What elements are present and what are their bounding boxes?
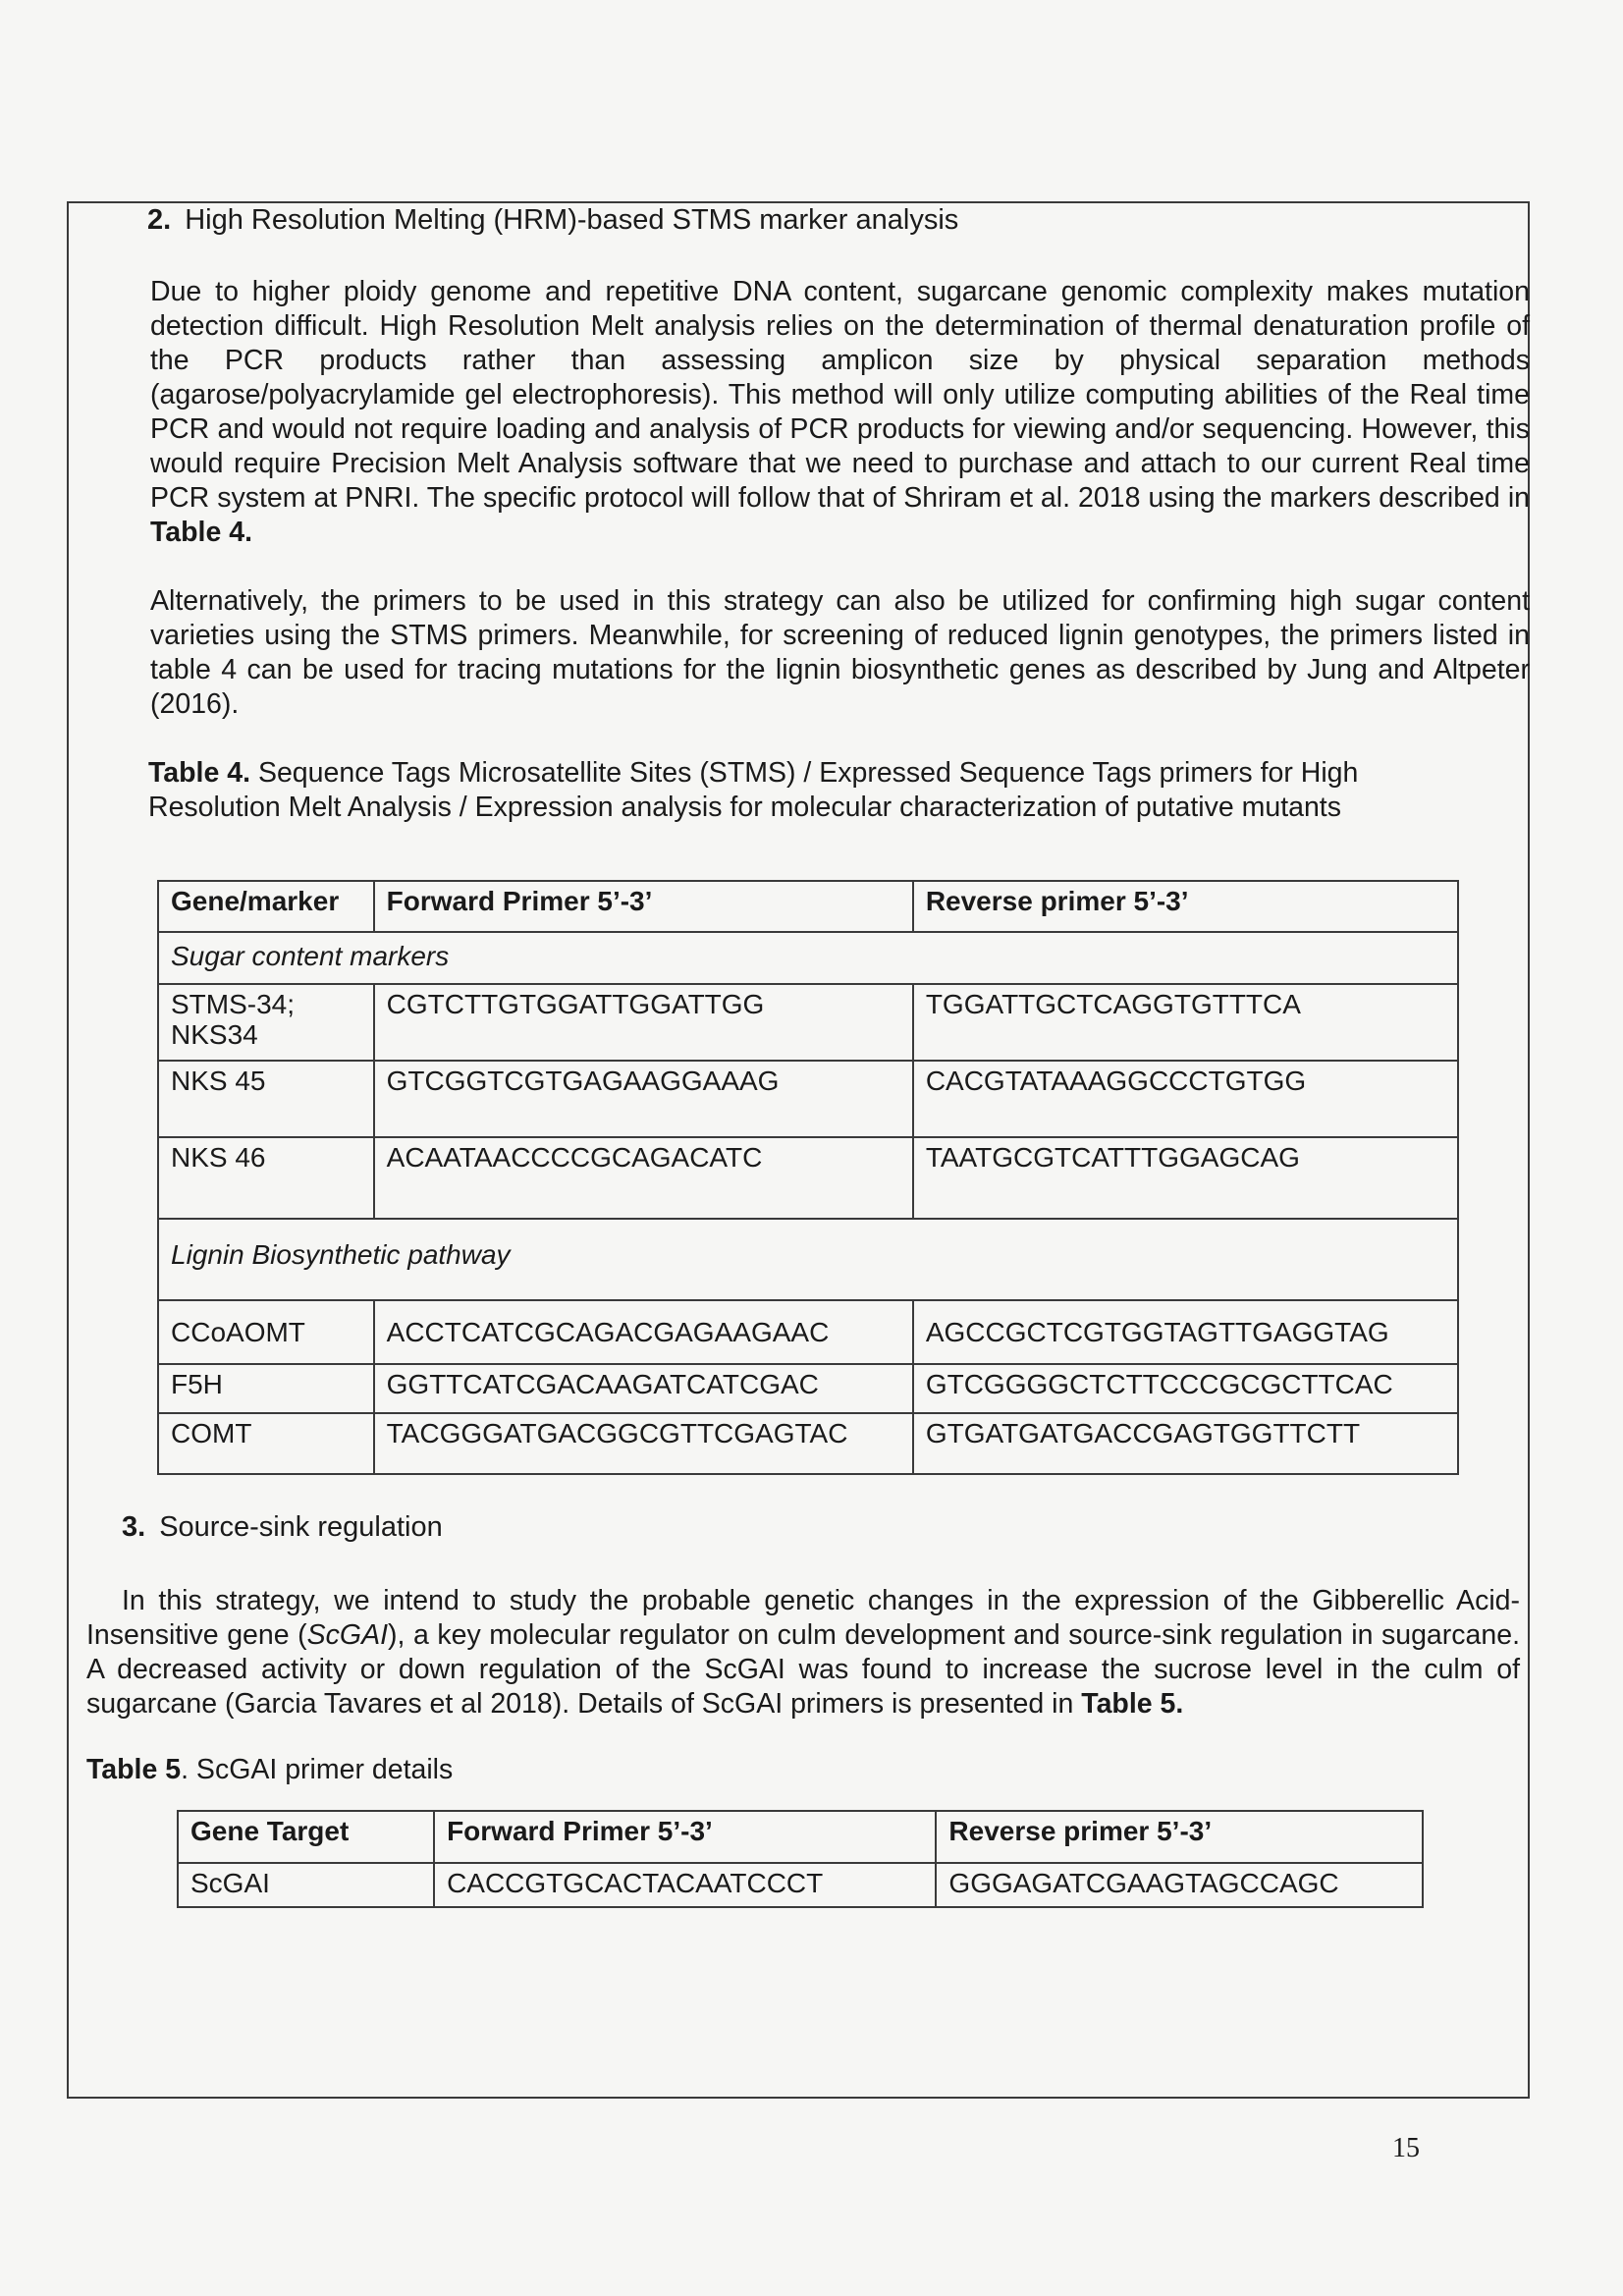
- table-4-caption-label: Table 4.: [148, 757, 251, 789]
- forward-primer-cell: CACCGTGCACTACAATCCCT: [434, 1863, 936, 1907]
- reverse-primer-cell: CACGTATAAAGGCCCTGTGG: [913, 1061, 1458, 1137]
- section-3-title: Source-sink regulation: [159, 1511, 443, 1543]
- table-5-caption-label: Table 5: [86, 1754, 182, 1785]
- gene-marker-cell: COMT: [158, 1413, 374, 1474]
- section-lignin-pathway: Lignin Biosynthetic pathway: [158, 1219, 1458, 1300]
- header-gene-marker: Gene/marker: [158, 881, 374, 932]
- table-4-section-row: [158, 1219, 1458, 1300]
- section-3-text-start: In this strategy, we intend to study the probable genetic changes in the expression of the Gibberellic Acid-Insensitive gene (: [86, 1585, 1520, 1651]
- header-reverse-primer: Reverse primer 5’-3’: [936, 1811, 1423, 1863]
- section-3-paragraph: [86, 1584, 1520, 1722]
- table-row: [158, 1137, 1458, 1219]
- table-row: [158, 984, 1458, 1061]
- table-4-caption-text: Sequence Tags Microsatellite Sites (STMS) / Expressed Sequence Tags primers for High Resolution Melt Analysis / Expression analysis for molecular characterization of putative mutants: [148, 757, 1359, 823]
- reverse-primer-cell: GGGAGATCGAAGTAGCCAGC: [936, 1863, 1423, 1907]
- forward-primer-cell: ACAATAACCCCGCAGACATC: [374, 1137, 913, 1219]
- table-5-header-row: [178, 1811, 1423, 1863]
- section-2-paragraph-2: Alternatively, the primers to be used in this strategy can also be utilized for confirming high sugar content varieties using the STMS primers. Meanwhile, for screening of reduced lignin genotypes, the primers listed in table 4 can be used for tracing mutations for the lignin biosynthetic genes as described by Jung and Altpeter (2016).: [150, 585, 1530, 720]
- table-4-reference: Table 4.: [150, 517, 253, 548]
- table-row: [158, 1413, 1458, 1474]
- section-2-title: High Resolution Melting (HRM)-based STMS marker analysis: [185, 204, 959, 236]
- reverse-primer-cell: GTGATGATGACCGAGTGGTTCTT: [913, 1413, 1458, 1474]
- reverse-primer-cell: GTCGGGGCTCTTCCCGCGCTTCAC: [913, 1364, 1458, 1413]
- section-3-text-end: ), a key molecular regulator on culm development and source-sink regulation in sugarcane. A decreased activity or down regulation of the ScGAI was found to increase the sucrose level in the culm of sugarcane (Garcia Tavares et al 2018). Details of ScGAI primers is presented in: [86, 1619, 1520, 1720]
- paragraph-1-text: Due to higher ploidy genome and repetitive DNA content, sugarcane genomic complexity makes mutation detection difficult. High Resolution Melt analysis relies on the determination of thermal denaturation profile of the PCR products rather than assessing amplicon size by physical separation methods (agarose/polyacrylamide gel electrophoresis). This method will only utilize computing abilities of the Real time PCR and would not require loading and analysis of PCR products for viewing and/or sequencing. However, this would require Precision Melt Analysis software that we need to purchase and attach to our current Real time PCR system at PNRI. The specific protocol will follow that of Shriram et al. 2018 using the markers described in: [150, 276, 1530, 514]
- section-2-heading: [147, 204, 958, 237]
- gene-marker-cell: F5H: [158, 1364, 374, 1413]
- table-4-header-row: [158, 881, 1458, 932]
- header-forward-primer: Forward Primer 5’-3’: [374, 881, 913, 932]
- gene-target-cell: ScGAI: [178, 1863, 434, 1907]
- header-forward-primer: Forward Primer 5’-3’: [434, 1811, 936, 1863]
- table-5-caption-text: . ScGAI primer details: [181, 1754, 454, 1785]
- table-5-caption: [86, 1753, 453, 1787]
- table-4-section-row: [158, 932, 1458, 984]
- table-row: [158, 1364, 1458, 1413]
- reverse-primer-cell: TAATGCGTCATTTGGAGCAG: [913, 1137, 1458, 1219]
- page-number: 15: [1392, 2133, 1420, 2163]
- section-sugar-content: Sugar content markers: [158, 932, 1458, 984]
- section-2-paragraph-1: [150, 275, 1530, 550]
- table-row: [158, 1300, 1458, 1364]
- section-3-number: 3.: [122, 1511, 146, 1543]
- header-gene-target: Gene Target: [178, 1811, 434, 1863]
- table-row: [178, 1863, 1423, 1907]
- forward-primer-cell: ACCTCATCGCAGACGAGAAGAAC: [374, 1300, 913, 1364]
- table-4-caption: [148, 756, 1464, 825]
- table-5: [177, 1810, 1424, 1908]
- forward-primer-cell: GTCGGTCGTGAGAAGGAAAG: [374, 1061, 913, 1137]
- gene-name: ScGAI: [306, 1619, 389, 1651]
- forward-primer-cell: GGTTCATCGACAAGATCATCGAC: [374, 1364, 913, 1413]
- gene-marker-cell: CCoAOMT: [158, 1300, 374, 1364]
- section-3-heading: [122, 1511, 443, 1544]
- forward-primer-cell: TACGGGATGACGGCGTTCGAGTAC: [374, 1413, 913, 1474]
- table-5-reference: Table 5.: [1081, 1688, 1184, 1720]
- forward-primer-cell: CGTCTTGTGGATTGGATTGG: [374, 984, 913, 1061]
- table-row: [158, 1061, 1458, 1137]
- header-reverse-primer: Reverse primer 5’-3’: [913, 881, 1458, 932]
- gene-marker-cell: NKS 46: [158, 1137, 374, 1219]
- gene-marker-cell: NKS 45: [158, 1061, 374, 1137]
- reverse-primer-cell: AGCCGCTCGTGGTAGTTGAGGTAG: [913, 1300, 1458, 1364]
- table-4: [157, 880, 1459, 1475]
- gene-marker-cell: STMS-34; NKS34: [158, 984, 374, 1061]
- reverse-primer-cell: TGGATTGCTCAGGTGTTTCA: [913, 984, 1458, 1061]
- section-2-number: 2.: [147, 204, 172, 236]
